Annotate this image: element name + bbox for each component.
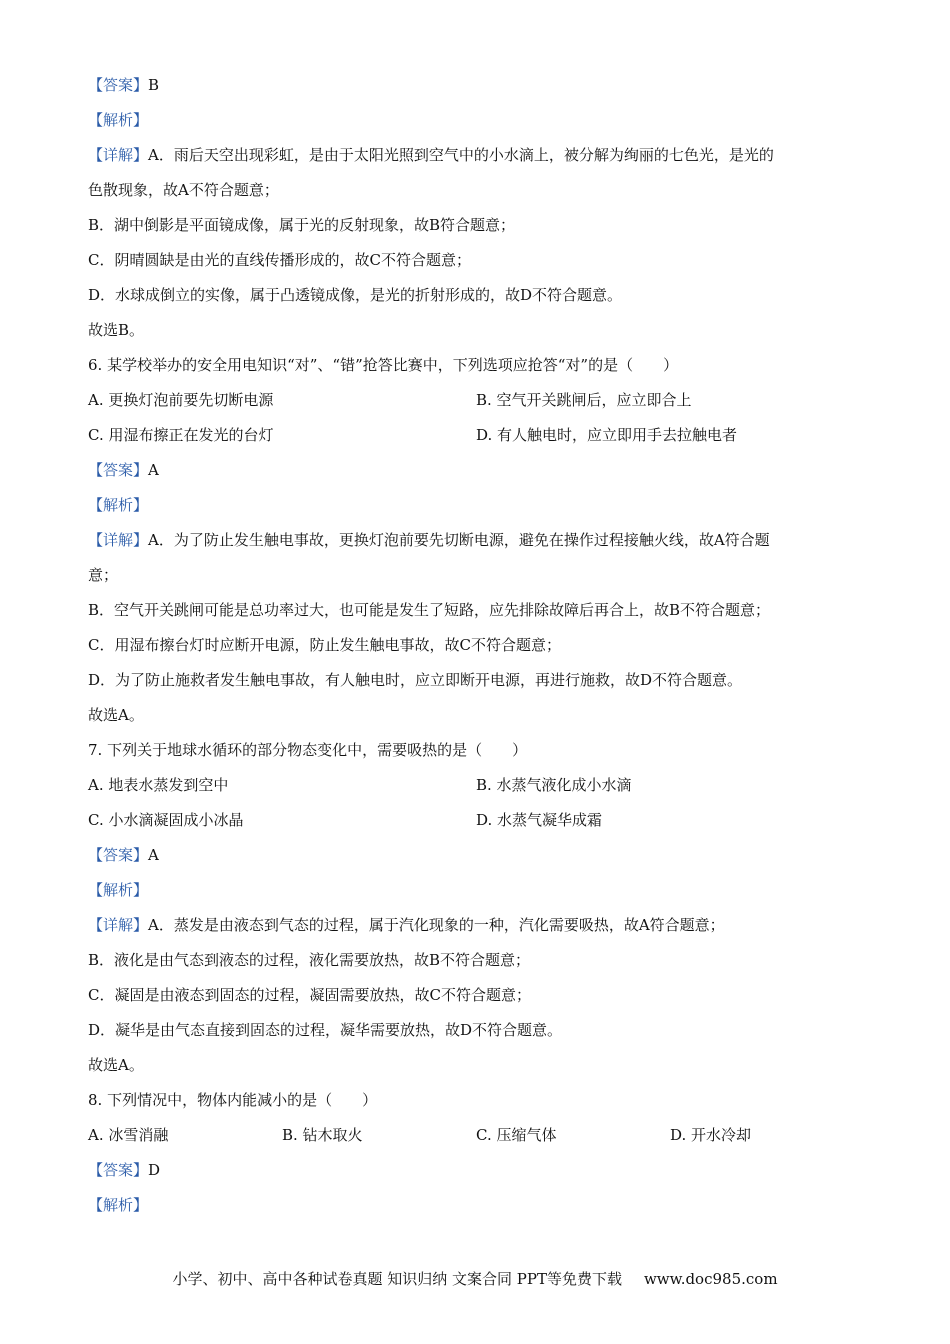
q6-detail-line: C．用湿布擦台灯时应断开电源，防止发生触电事故，故C不符合题意；	[88, 636, 561, 654]
answer-value: B	[148, 76, 160, 94]
q7-answer	[88, 838, 868, 873]
q8-option-a: A. 冰雪消融	[88, 1126, 169, 1144]
q5-analysis-label: 【解析】	[88, 111, 149, 129]
q6-detail-line: D．为了防止施救者发生触电事故，有人触电时，应立即断开电源，再进行施救，故D不符合题意。	[88, 671, 743, 689]
q7-options-row	[88, 768, 868, 803]
answer-label: 【答案】	[88, 846, 149, 864]
q6-options-row	[88, 418, 868, 453]
q7-stem: 7. 下列关于地球水循环的部分物态变化中，需要吸热的是（ ）	[88, 741, 528, 759]
q7-option-c: C. 小水滴凝固成小冰晶	[88, 811, 244, 829]
q8-answer	[88, 1153, 868, 1188]
answer-label: 【答案】	[88, 461, 149, 479]
q7-option-d: D. 水蒸气凝华成霜	[476, 811, 603, 829]
q8-stem: 8. 下列情况中，物体内能减小的是（ ）	[88, 1091, 378, 1109]
q8-analysis-label: 【解析】	[88, 1196, 149, 1214]
q8-option-c: C. 压缩气体	[476, 1126, 557, 1144]
answer-label: 【答案】	[88, 76, 149, 94]
answer-value: D	[148, 1161, 161, 1179]
q7-detail-line: D．凝华是由气态直接到固态的过程，凝华需要放热，故D不符合题意。	[88, 1021, 563, 1039]
answer-label: 【答案】	[88, 1161, 149, 1179]
detail-label: 【详解】	[88, 531, 149, 549]
q5-detail-line: B．湖中倒影是平面镜成像，属于光的反射现象，故B符合题意；	[88, 216, 516, 234]
q6-option-b: B. 空气开关跳闸后，应立即合上	[476, 391, 692, 409]
q7-detail-line: B．液化是由气态到液态的过程，液化需要放热，故B不符合题意；	[88, 951, 531, 969]
q6-detail-line: B．空气开关跳闸可能是总功率过大，也可能是发生了短路，应先排除故障后再合上，故B不符合题意；	[88, 601, 771, 619]
q6-analysis-label: 【解析】	[88, 496, 149, 514]
q6-detail-line: 意；	[88, 566, 119, 584]
q7-option-a: A. 地表水蒸发到空中	[88, 776, 229, 794]
detail-label: 【详解】	[88, 146, 149, 164]
footer-url[interactable]: www.doc985.com	[643, 1270, 778, 1288]
q6-options-row	[88, 383, 868, 418]
q5-answer	[88, 68, 868, 103]
q7-analysis-label: 【解析】	[88, 881, 149, 899]
q8-options-row	[88, 1118, 868, 1153]
q7-detail-line: C．凝固是由液态到固态的过程，凝固需要放热，故C不符合题意；	[88, 986, 531, 1004]
answer-value: A	[148, 461, 159, 479]
q8-option-b: B. 钻木取火	[282, 1126, 363, 1144]
q5-detail-line: D．水球成倒立的实像，属于凸透镜成像，是光的折射形成的，故D不符合题意。	[88, 286, 623, 304]
q7-option-b: B. 水蒸气液化成小水滴	[476, 776, 632, 794]
q7-detail-line: 【详解】A．蒸发是由液态到气态的过程，属于汽化现象的一种，汽化需要吸热，故A符合题意；	[88, 916, 725, 934]
q6-option-a: A. 更换灯泡前要先切断电源	[88, 391, 274, 409]
q6-conclusion: 故选A。	[88, 706, 144, 724]
footer-text: 小学、初中、高中各种试卷真题 知识归纳 文案合同 PPT等免费下载	[172, 1270, 622, 1288]
document-body	[88, 68, 868, 1223]
q6-option-d: D. 有人触电时，应立即用手去拉触电者	[476, 426, 738, 444]
q6-answer	[88, 453, 868, 488]
answer-value: A	[148, 846, 159, 864]
q5-detail-line: C．阴晴圆缺是由光的直线传播形成的，故C不符合题意；	[88, 251, 471, 269]
q7-conclusion: 故选A。	[88, 1056, 144, 1074]
q8-option-d: D. 开水冷却	[670, 1126, 752, 1144]
q5-conclusion: 故选B。	[88, 321, 145, 339]
q6-stem: 6. 某学校举办的安全用电知识“对”、“错”抢答比赛中，下列选项应抢答“对”的是（ ）	[88, 356, 679, 374]
page-footer	[0, 1268, 950, 1289]
q7-options-row	[88, 803, 868, 838]
q6-option-c: C. 用湿布擦正在发光的台灯	[88, 426, 274, 444]
q5-detail-line: 【详解】A．雨后天空出现彩虹，是由于太阳光照到空气中的小水滴上，被分解为绚丽的七色光，是光的	[88, 146, 774, 164]
q6-detail-line: 【详解】A．为了防止发生触电事故，更换灯泡前要先切断电源，避免在操作过程接触火线，故A符合题	[88, 531, 770, 549]
detail-label: 【详解】	[88, 916, 149, 934]
q5-detail-line: 色散现象，故A不符合题意；	[88, 181, 279, 199]
